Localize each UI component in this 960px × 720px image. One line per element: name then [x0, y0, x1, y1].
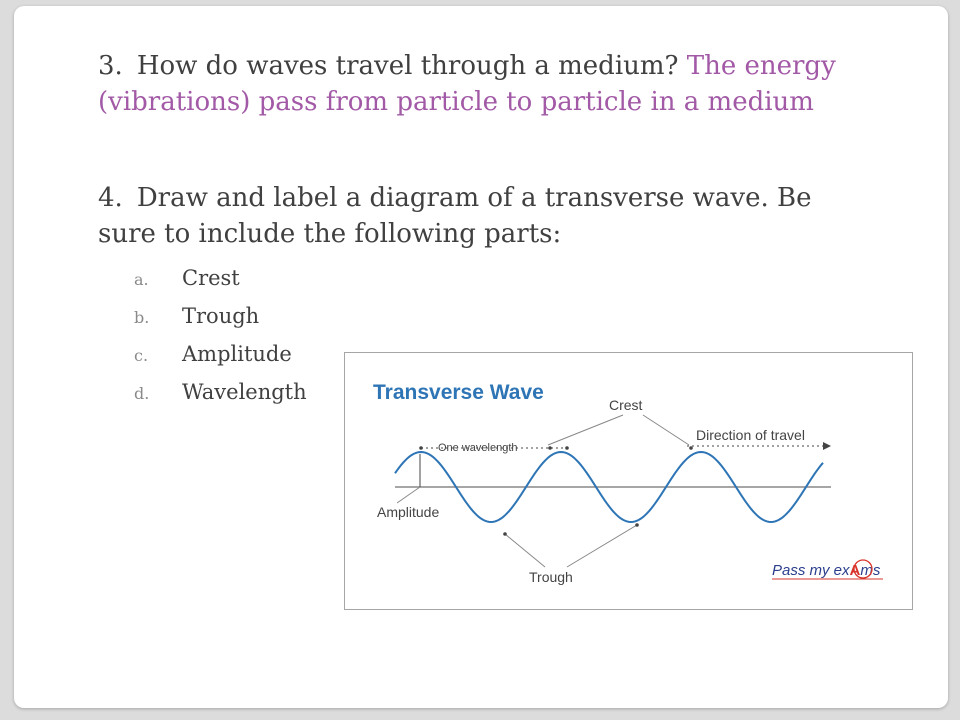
parts-list: [134, 259, 307, 411]
wavelength-dot: [419, 446, 423, 450]
trough-dot: [635, 523, 639, 527]
amplitude-label: Amplitude: [377, 504, 440, 520]
question-4: [98, 180, 868, 252]
crest-pointer: [548, 415, 623, 445]
list-marker: c.: [134, 346, 149, 365]
crest-label: Crest: [609, 397, 643, 413]
trough-pointer: [567, 525, 637, 567]
crest-dot: [689, 446, 693, 450]
list-marker: b.: [134, 308, 150, 327]
question-3: [98, 48, 898, 120]
list-item: [134, 259, 307, 297]
list-marker: d.: [134, 384, 150, 403]
list-item: [134, 297, 307, 335]
trough-dot: [503, 532, 507, 536]
question-3-text: How do waves travel through a medium?: [136, 51, 679, 81]
list-item-label: Amplitude: [182, 342, 292, 366]
logo-text: ms: [860, 562, 881, 579]
arrow-right-icon: [823, 442, 831, 450]
logo-text: Pass my ex: [772, 562, 850, 579]
list-marker: a.: [134, 270, 149, 289]
list-item: [134, 373, 307, 411]
direction-label: Direction of travel: [696, 427, 805, 443]
trough-pointer: [505, 534, 545, 567]
list-item-label: Wavelength: [182, 380, 307, 404]
trough-label: Trough: [529, 569, 573, 585]
list-item-label: Crest: [182, 266, 240, 290]
transverse-wave-diagram: [345, 353, 912, 609]
question-4-text: Draw and label a diagram of a transverse wave. Be sure to include the following parts:: [98, 183, 812, 249]
transverse-wave-figure: [344, 352, 913, 610]
diagram-title: Transverse Wave: [373, 381, 544, 404]
question-3-number: 3.: [98, 51, 123, 81]
wavelength-label: One wavelength: [438, 442, 518, 454]
crest-pointer: [643, 415, 689, 445]
question-3-answer: The energy (vibrations) pass from particle to particle in a medium: [98, 51, 836, 117]
crest-dot: [548, 446, 552, 450]
logo: [772, 562, 881, 579]
wavelength-dot: [565, 446, 569, 450]
question-4-number: 4.: [98, 183, 123, 213]
list-item-label: Trough: [182, 304, 260, 328]
list-item: [134, 335, 307, 373]
logo-letter: A: [849, 562, 861, 579]
amplitude-pointer: [397, 487, 420, 503]
